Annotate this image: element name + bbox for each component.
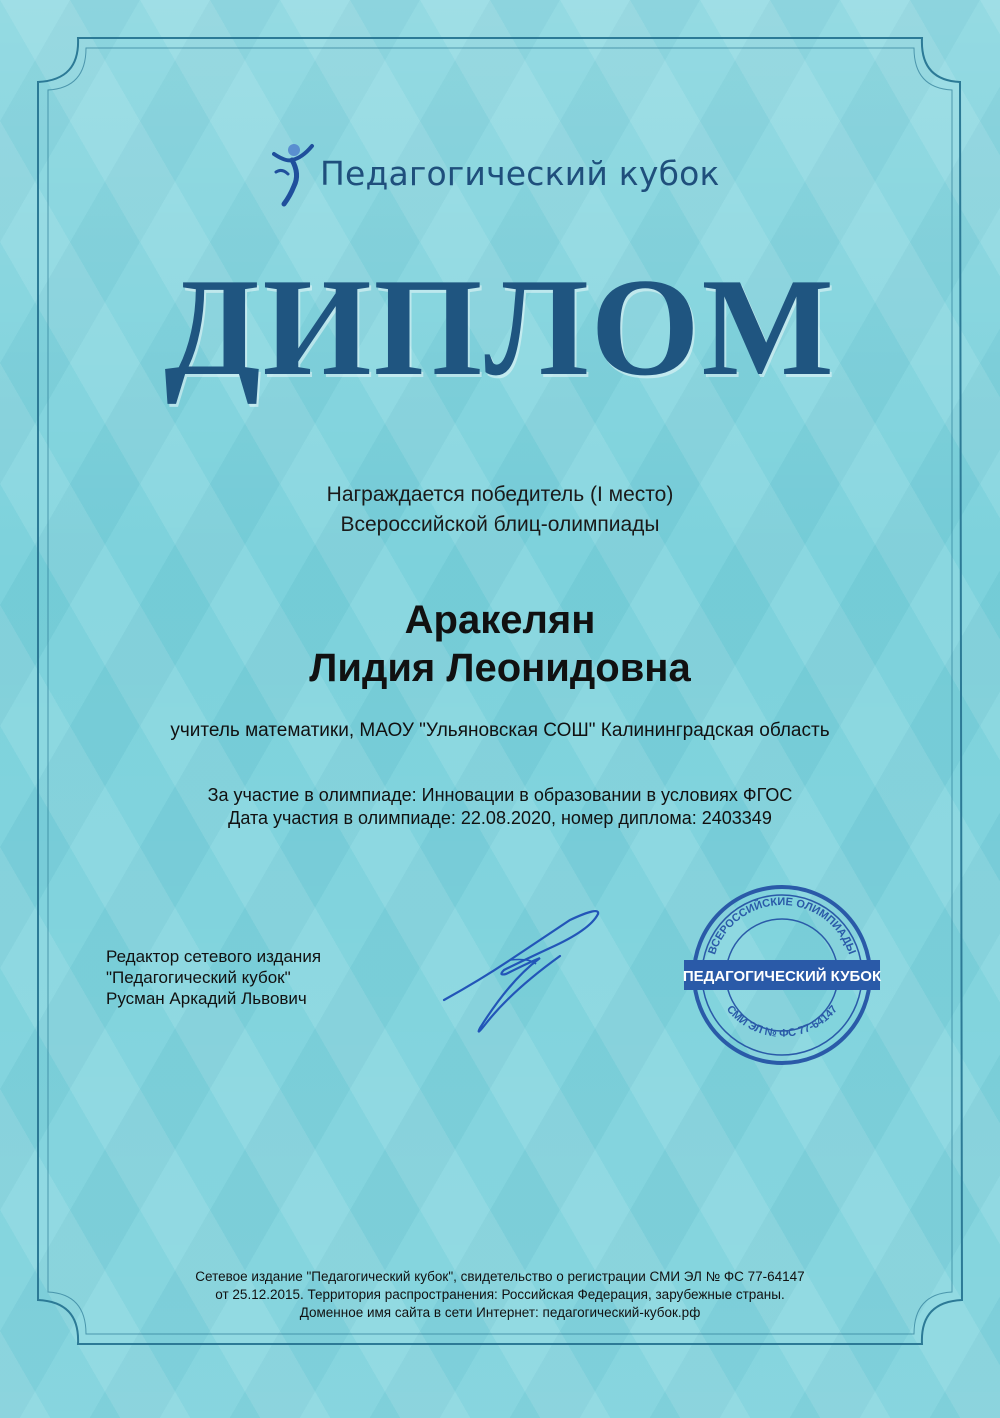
recipient-position: учитель математики, МАОУ "Ульяновская СОШ" Калининградская область <box>170 720 830 741</box>
publisher-stamp <box>682 880 882 1070</box>
award-line-1: Награждается победитель (I место) <box>326 483 674 506</box>
diploma-title: ДИПЛОМ <box>164 250 836 405</box>
stamp-center-text: ПЕДАГОГИЧЕСКИЙ КУБОК <box>682 968 882 985</box>
signature-image <box>440 900 610 1040</box>
stamp-top-arc: ВСЕРОССИЙСКИЕ ОЛИМПИАДЫ <box>706 895 858 957</box>
person-jumping-icon <box>272 138 316 208</box>
editor-block <box>106 946 321 1009</box>
footer-legal <box>0 1268 1000 1322</box>
date-number-line: Дата участия в олимпиаде: 22.08.2020, номер диплома: 2403349 <box>228 808 772 828</box>
brand-logo <box>272 138 720 208</box>
recipient-name <box>0 596 1000 692</box>
editor-line-1: Редактор сетевого издания <box>106 947 322 966</box>
stamp-bottom-arc: СМИ ЭЛ № ФС 77-64147 <box>724 1003 840 1040</box>
recipient-given-names: Лидия Леонидовна <box>309 646 691 690</box>
recipient-surname: Аракелян <box>404 598 596 642</box>
editor-line-2: "Педагогический кубок" <box>106 968 291 987</box>
olympiad-details <box>0 784 1000 830</box>
footer-line-3: Доменное имя сайта в сети Интернет: педагогический-кубок.рф <box>299 1305 701 1320</box>
logo-text: Педагогический кубок <box>320 153 720 193</box>
footer-line-1: Сетевое издание "Педагогический кубок", свидетельство о регистрации СМИ ЭЛ № ФС 77-64147 <box>195 1269 805 1284</box>
award-text <box>0 480 1000 540</box>
footer-line-2: от 25.12.2015. Территория распространения: Российская Федерация, зарубежные страны. <box>215 1287 785 1302</box>
award-line-2: Всероссийской блиц-олимпиады <box>340 513 660 536</box>
participation-line: За участие в олимпиаде: Инновации в образовании в условиях ФГОС <box>207 785 793 805</box>
svg-text:СМИ ЭЛ № ФС 77-64147 <box>724 1003 840 1039</box>
editor-line-3: Русман Аркадий Львович <box>106 989 307 1008</box>
